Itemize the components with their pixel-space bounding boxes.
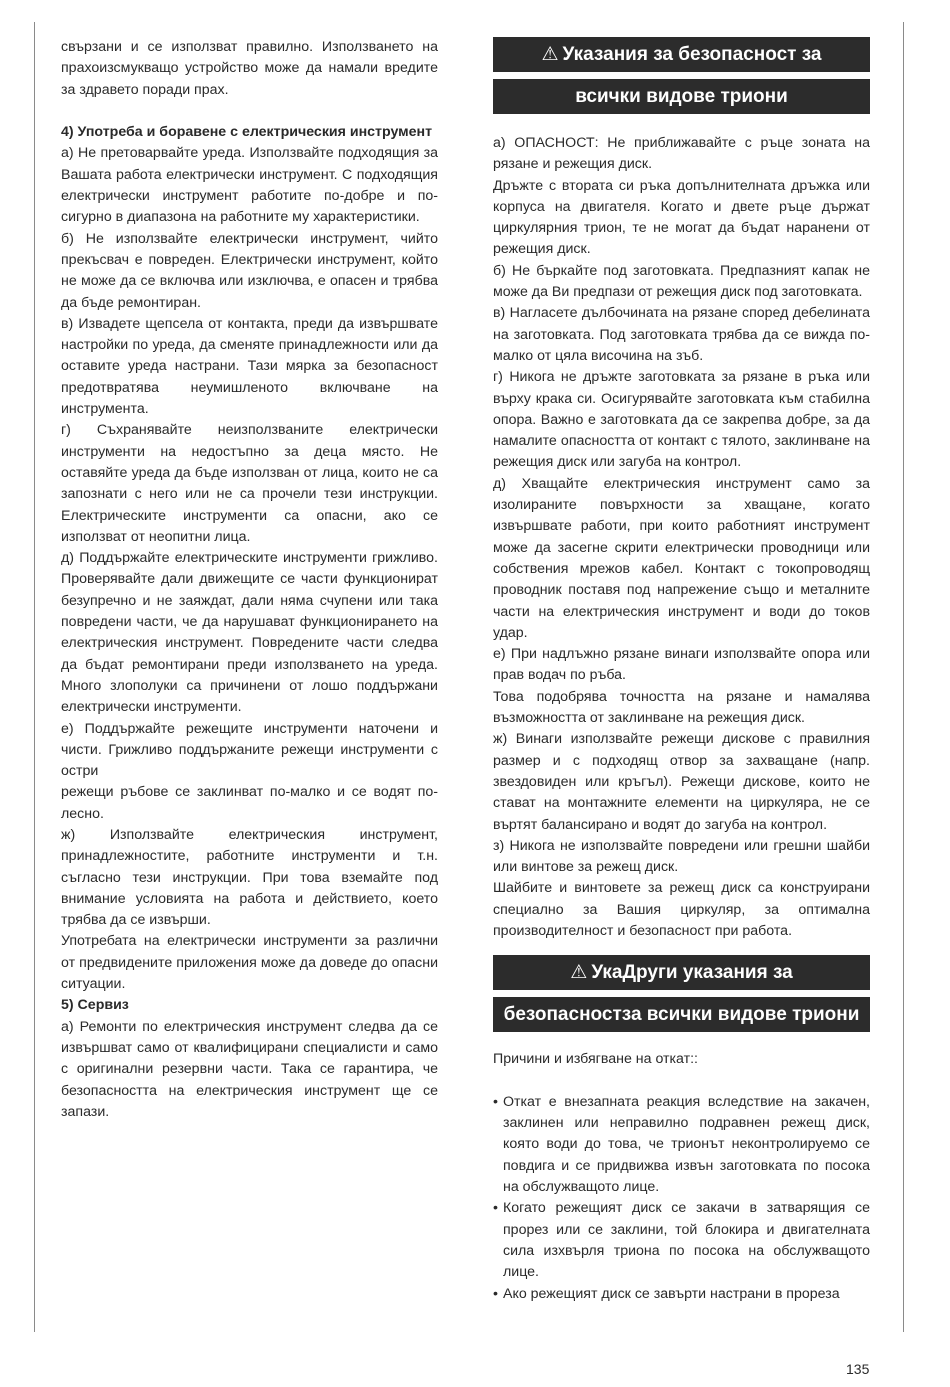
safety-banner-title-line1 <box>493 37 870 72</box>
paragraph: Шайбите и винтовете за режещ диск са конструирани специално за Вашия циркуляр, за оптимална производителност и безопасност при работа. <box>493 880 870 939</box>
kickback-intro: Причини и избягване на откат:: <box>493 1051 698 1068</box>
banner-text: Указания за безопасност за <box>562 44 822 65</box>
list-item <box>493 1092 870 1198</box>
section-heading-service: 5) Сервиз <box>61 997 129 1014</box>
paragraph: а) Не претоварвайте уреда. Използвайте подходящия за Вашата работа електрически инструмент. С подходящия електрически инструмент работите по-добре и по-сигурно в диапазона на работните му характеристики. <box>61 145 438 226</box>
paragraph: в) Нагласете дълбочината на рязане според дебелината на заготовката. Под заготовката трябва да се вижда по-малко от цяла височина на зъб. <box>493 305 870 364</box>
bullet-dot: • <box>493 1093 498 1110</box>
paragraph: а) Ремонти по електрическия инструмент следва да се извършват само от квалифицирани специалисти и само с оригинални резервни части. Така се гарантира, че безопасността на електрическия инструмент ще се запази. <box>61 1018 438 1120</box>
safety-banner-title-line2 <box>493 79 870 114</box>
paragraph: б) Не бъркайте под заготовката. Предпазният капак не може да Ви предпази от режещия диск под заготовката. <box>493 262 870 301</box>
section-heading-usage: 4) Употреба и боравене с електрическия инструмент <box>61 124 433 141</box>
paragraph: г) Съхранявайте неизползваните електрически инструменти на недостъпно за деца място. Не оставяйте уреда да бъде използван от лица, които не са запознати с него или не са прочели тези инструкции. Електрическите инструменти са опасни, ако се използват от неопитни лица. <box>61 422 438 545</box>
paragraph: свързани и се използват правилно. Използването на прахоизсмукващо устройство може да намали вредите за здравето поради прах. <box>61 39 438 98</box>
paragraph: режещи ръбове се заклинват по-малко и се водят по-лесно. <box>61 784 438 822</box>
list-item <box>493 1284 870 1305</box>
paragraph-spacer <box>493 1071 870 1092</box>
page-number: 135 <box>846 1361 870 1377</box>
paragraph: Това подобрява точността на рязане и намалява възможността от заклинване на режещия диск. <box>493 688 870 727</box>
paragraph: Дръжте с втората си ръка допълнителната дръжка или корпуса на двигателя. Когато и двете ръце държат циркулярния трион, те не могат да бъдат наранени от режещия диск. <box>493 177 870 258</box>
left-margin-rule <box>34 22 35 1332</box>
paragraph: г) Никога не дръжте заготовката за рязане в ръка или върху крака си. Осигурявайте заготовката към стабилна опора. Важно е заготовката да се закрепва добре, за да намалите опасността от контакт с тялото, заклинване на режещия диск или загуба на контрол. <box>493 369 870 471</box>
paragraph: ж) Използвайте електрическия инструмент, принадлежностите, работните инструменти и т.н. съгласно тези инструкции. При това вземайте под внимание условията на работа и действието, което трябва да се извърши. <box>61 826 438 929</box>
banner-text: безопасностза всички видове триони <box>503 1004 860 1026</box>
paragraph: Употребата на електрически инструменти за различни от предвидените приложения може да доведе до опасни ситуации. <box>61 933 438 993</box>
list-item-text: Когато режещият диск се закачи в затварящия се прорез или се заклини, той блокира и двигателната сила изхвърля триона по посока на обслужващото лице. <box>503 1200 870 1281</box>
warning-triangle-icon: ⚠ <box>541 44 559 65</box>
bullet-dot: • <box>493 1285 498 1302</box>
paragraph: б) Не използвайте електрически инструмент, чийто прекъсвач е повреден. Електрически инструмент, който не може да се включва или изключва, е опасен и трябва да бъде ремонтиран. <box>61 230 438 311</box>
list-item <box>493 1198 870 1283</box>
left-column <box>61 37 438 1123</box>
right-column <box>493 37 870 1305</box>
list-item-text: Откат е внезапната реакция вследствие на закачен, заклинен или неправилно подравнен режещ диск, която води до това, че трионът неконтролируемо се повдига и се придвижва извън заготовката по посока на обслужващото лице. <box>503 1093 870 1196</box>
paragraph: д) Хващайте електрическия инструмент само за изолираните повърхности за хващане, когато извършвате работи, при които работният инструмент може да засегне скрити електрически проводници или собствения мрежов кабел. Контакт с токопроводящ проводник поставя под напрежение също и металните части на електрическия инструмент и води до токов удар. <box>493 475 870 641</box>
banner-text: УкаДруги указания за <box>591 962 793 984</box>
banner-text: всички видове триони <box>575 86 788 107</box>
paragraph: д) Поддържайте електрическите инструменти грижливо. Проверявайте дали движещите се части функционират безупречно и не заяждат, дали няма счупени или така повредени части, че да нарушават функционирането на електрическия инструмент. Повредените части следва да бъдат ремонтирани преди използването на уреда. Много злополуки са причинени от лошо поддържани електрически инструменти. <box>61 550 438 716</box>
paragraph: в) Извадете щепсела от контакта, преди да извършвате настройки по уреда, да сменяте принадлежности или да оставите уреда настрани. Тази мярка за безопасност предотвратява неумишленото включване на инструмента. <box>61 315 438 418</box>
paragraph-spacer <box>61 101 438 122</box>
other-safety-banner-line2 <box>493 997 870 1032</box>
right-margin-rule <box>903 22 904 1332</box>
paragraph: е) При надлъжно рязане винаги използвайте опора или прав водач по ръба. <box>493 646 870 684</box>
paragraph: е) Поддържайте режещите инструменти наточени и чисти. Грижливо поддържаните режещи инструменти с остри <box>61 720 438 780</box>
paragraph: з) Никога не използвайте повредени или грешни шайби или винтове за режещ диск. <box>493 837 870 876</box>
paragraph: ж) Винаги използвайте режещи дискове с правилния размер и с подходящ отвор за захващане (напр. звездовиден или кръгъл). Режещи дискове, които не стават на монтажните елементи на циркуляра, не се въртят балансирано и водят до загуба на контрол. <box>493 731 870 833</box>
other-safety-banner-line1 <box>493 955 870 990</box>
warning-triangle-icon: ⚠ <box>570 962 588 984</box>
bullet-dot: • <box>493 1200 498 1217</box>
paragraph: а) ОПАСНОСТ: Не приближавайте с ръце зоната на рязане и режещия диск. <box>493 135 870 173</box>
list-item-text: Ако режещият диск се завърти настрани в прореза <box>503 1285 840 1302</box>
